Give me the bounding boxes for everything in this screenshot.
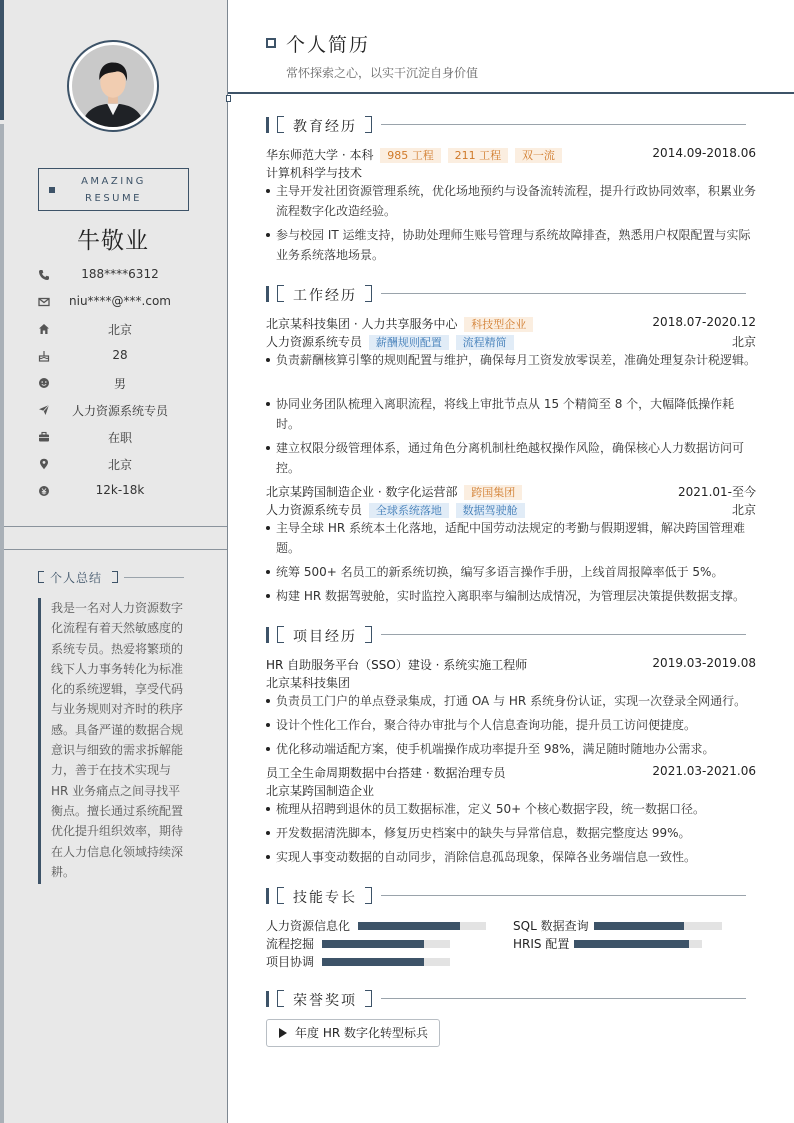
section-honors — [266, 990, 756, 1008]
bracket-left-icon — [277, 626, 284, 643]
list-item: 参与校园 IT 运维支持，协助处理师生账号管理与系统故障排查，熟悉用户权限配置与实际业务系统落地场景。 — [266, 225, 756, 265]
skill-item — [513, 918, 743, 932]
bracket-left-icon — [277, 990, 284, 1007]
skill-label: 流程挖掘 — [266, 937, 315, 951]
skill-level-bar — [322, 940, 424, 948]
education-date: 2014.09-2018.06 — [652, 146, 756, 160]
section-bar — [266, 117, 269, 133]
summary-title: 个人总结 — [50, 571, 103, 585]
project-org: 北京某科技集团 — [266, 676, 351, 690]
skill-item — [266, 954, 496, 968]
list-item: 统筹 500+ 名员工的新系统切换，编写多语言操作手册，上线首周报障率低于 5%。 — [266, 562, 756, 582]
project-header — [266, 764, 756, 780]
sidebar-divider — [4, 526, 227, 527]
section-education — [266, 116, 756, 134]
resume-badge — [38, 168, 189, 211]
sidebar-divider — [4, 549, 227, 550]
email-value: niu****@***.com — [69, 294, 171, 308]
home-icon — [38, 323, 50, 335]
award-label: 年度 HR 数字化转型标兵 — [295, 1026, 428, 1040]
section-bar — [266, 991, 269, 1007]
avatar — [67, 40, 159, 132]
skill-track — [322, 958, 450, 966]
school-tag: 985 工程 — [380, 148, 441, 163]
bracket-right-icon — [365, 626, 372, 643]
skill-track — [322, 940, 450, 948]
school-tag: 211 工程 — [448, 148, 509, 163]
project-date: 2019.03-2019.08 — [652, 656, 756, 670]
email-icon — [38, 296, 50, 308]
project-name: HR 自助服务平台（SSO）建设 · 系统实施工程师 — [266, 658, 528, 672]
bracket-right-icon — [365, 285, 372, 302]
section-projects — [266, 626, 756, 644]
education-major: 计算机科学与技术 — [266, 166, 363, 180]
info-phone — [38, 267, 188, 285]
section-bar — [266, 627, 269, 643]
skill-level-bar — [594, 922, 684, 930]
phone-icon — [38, 269, 50, 281]
info-gender — [38, 375, 188, 393]
job-date: 2018.07-2020.12 — [652, 315, 756, 329]
section-title: 工作经历 — [293, 288, 357, 304]
job-role: 人力资源系统专员 — [266, 503, 363, 517]
project-name: 员工全生命周期数据中台搭建 · 数据治理专员 — [266, 766, 506, 780]
bracket-right-icon — [365, 887, 372, 904]
page-title: 个人简历 — [286, 34, 371, 56]
company-tag: 科技型企业 — [464, 317, 533, 332]
job-role: 人力资源系统专员 — [266, 335, 363, 349]
home-value: 北京 — [107, 323, 132, 337]
summary-heading — [38, 569, 188, 585]
badge-line-2: RESUME — [85, 193, 142, 204]
job-date: 2021.01-至今 — [678, 485, 756, 499]
section-rule — [381, 124, 746, 125]
header-rule — [228, 92, 794, 94]
header-marker — [226, 95, 231, 102]
info-salary — [38, 483, 188, 501]
list-item: 梳理从招聘到退休的员工数据标准，定义 50+ 个核心数据字段，统一数据口径。 — [266, 799, 756, 819]
bracket-left-icon — [38, 571, 44, 583]
company-tag: 跨国集团 — [464, 485, 522, 500]
status-value: 在职 — [107, 431, 132, 445]
list-item: 主导开发社团资源管理系统，优化场地预约与设备流转流程，提升行政协同效率，积累业务流程数字化改造经验。 — [266, 181, 756, 221]
skill-item — [513, 936, 743, 950]
job-city: 北京 — [731, 335, 756, 349]
location-value: 北京 — [107, 458, 132, 472]
skill-label: HRIS 配置 — [513, 937, 570, 951]
sidebar — [0, 0, 228, 1123]
position-value: 人力资源系统专员 — [71, 404, 168, 418]
list-item: 负责员工门户的单点登录集成，打通 OA 与 HR 系统身份认证，实现一次登录全网通行。 — [266, 691, 756, 711]
info-age — [38, 348, 188, 366]
role-tag: 全球系统落地 — [369, 503, 449, 518]
role-tag: 薪酬规则配置 — [369, 335, 449, 350]
section-title: 技能专长 — [293, 890, 357, 906]
birthday-cake-icon — [38, 350, 50, 362]
list-item: 设计个性化工作台，聚合待办审批与个人信息查询功能，提升员工访问便捷度。 — [266, 715, 756, 735]
skill-track — [358, 922, 486, 930]
phone-value: 188****6312 — [81, 267, 159, 281]
gender-icon — [38, 377, 50, 389]
job-role-row — [266, 501, 756, 517]
award-chip — [266, 1019, 440, 1047]
bracket-right-icon — [365, 116, 372, 133]
briefcase-icon — [38, 431, 50, 443]
job-company: 北京某科技集团 · 人力共享服务中心 — [266, 317, 458, 331]
section-bar — [266, 286, 269, 302]
skill-label: 人力资源信息化 — [266, 919, 351, 933]
info-email — [38, 294, 188, 312]
section-skills — [266, 887, 756, 905]
title-square-icon — [266, 38, 276, 48]
skill-item — [266, 918, 496, 932]
list-item: 实现人事变动数据的自动同步，消除信息孤岛现象，保障各业务端信息一致性。 — [266, 847, 756, 867]
job-company: 北京某跨国制造企业 · 数字化运营部 — [266, 485, 458, 499]
info-home — [38, 321, 188, 339]
skill-level-bar — [322, 958, 424, 966]
section-rule — [381, 895, 746, 896]
skill-track — [594, 922, 722, 930]
heading-rule — [124, 577, 184, 578]
section-title: 教育经历 — [293, 119, 357, 135]
list-item: 负责薪酬核算引擎的规则配置与维护，确保每月工资发放零误差，准确处理复杂计税逻辑。 — [266, 350, 756, 370]
bracket-left-icon — [277, 887, 284, 904]
bracket-right-icon — [112, 571, 118, 583]
role-tag: 流程精简 — [456, 335, 514, 350]
section-rule — [381, 998, 746, 999]
info-location — [38, 456, 188, 474]
bracket-left-icon — [277, 116, 284, 133]
bracket-right-icon — [365, 990, 372, 1007]
education-header — [266, 146, 756, 162]
job-city: 北京 — [731, 503, 756, 517]
skill-level-bar — [574, 940, 689, 948]
bracket-left-icon — [277, 285, 284, 302]
info-position — [38, 402, 188, 420]
skill-level-bar — [358, 922, 460, 930]
profile-photo — [72, 45, 154, 127]
info-status — [38, 429, 188, 447]
list-item: 优化移动端适配方案，使手机端操作成功率提升至 98%，满足随时随地办公需求。 — [266, 739, 756, 759]
project-org: 北京某跨国制造企业 — [266, 784, 375, 798]
section-title: 项目经历 — [293, 629, 357, 645]
list-item: 构建 HR 数据驾驶舱，实时监控入离职率与编制达成情况，为管理层决策提供数据支撑。 — [266, 586, 756, 606]
salary-icon — [38, 485, 50, 497]
list-item: 协同业务团队梳理入离职流程，将线上审批节点从 15 个精简至 8 个，大幅降低操作耗时。 — [266, 394, 756, 434]
skill-item — [266, 936, 496, 950]
candidate-name: 牛敬业 — [77, 228, 149, 254]
list-item: 主导全球 HR 系统本土化落地，适配中国劳动法规定的考勤与假期逻辑，解决跨国管理难题。 — [266, 518, 756, 558]
section-rule — [381, 293, 746, 294]
section-title: 荣誉奖项 — [293, 993, 357, 1009]
sidebar-edge-stripe — [0, 124, 4, 1123]
school-name: 华东师范大学 · 本科 — [266, 148, 374, 162]
role-tag: 数据驾驶舱 — [456, 503, 525, 518]
play-triangle-icon — [279, 1028, 287, 1038]
skill-label: SQL 数据查询 — [513, 919, 589, 933]
summary-text: 我是一名对人力资源数字化流程有着天然敏感度的系统专员。热爱将繁琐的线下人力事务转化为标准化的系统逻辑，享受代码与业务规则对齐时的秩序感。具备严谨的数据合规意识与细致的需求拆解能力，善于在技术实现与HR 业务痛点之间寻找平衡点。擅长通过系统配置优化提升组织效率，期待在人力信息化领域持续深耕。 — [38, 598, 186, 884]
gender-value: 男 — [113, 377, 126, 391]
job-header — [266, 483, 756, 499]
project-date: 2021.03-2021.06 — [652, 764, 756, 778]
sidebar-edge-accent — [0, 0, 4, 120]
location-pin-icon — [38, 458, 50, 470]
job-header — [266, 315, 756, 331]
list-item: 开发数据清洗脚本，修复历史档案中的缺失与异常信息，数据完整度达 99%。 — [266, 823, 756, 843]
page-subtitle: 常怀探索之心，以实干沉淀自身价值 — [286, 66, 479, 80]
job-role-row — [266, 333, 756, 349]
age-value: 28 — [112, 348, 128, 362]
project-header — [266, 656, 756, 672]
section-work — [266, 285, 756, 303]
list-item: 建立权限分级管理体系，通过角色分离机制杜绝越权操作风险，确保核心人力数据访问可控。 — [266, 438, 756, 478]
skill-label: 项目协调 — [266, 955, 315, 969]
salary-value: 12k-18k — [95, 483, 145, 497]
school-tag: 双一流 — [515, 148, 562, 163]
badge-line-1: AMAZING — [81, 176, 146, 187]
section-bar — [266, 888, 269, 904]
skill-track — [574, 940, 702, 948]
section-rule — [381, 634, 746, 635]
paper-plane-icon — [38, 404, 50, 416]
